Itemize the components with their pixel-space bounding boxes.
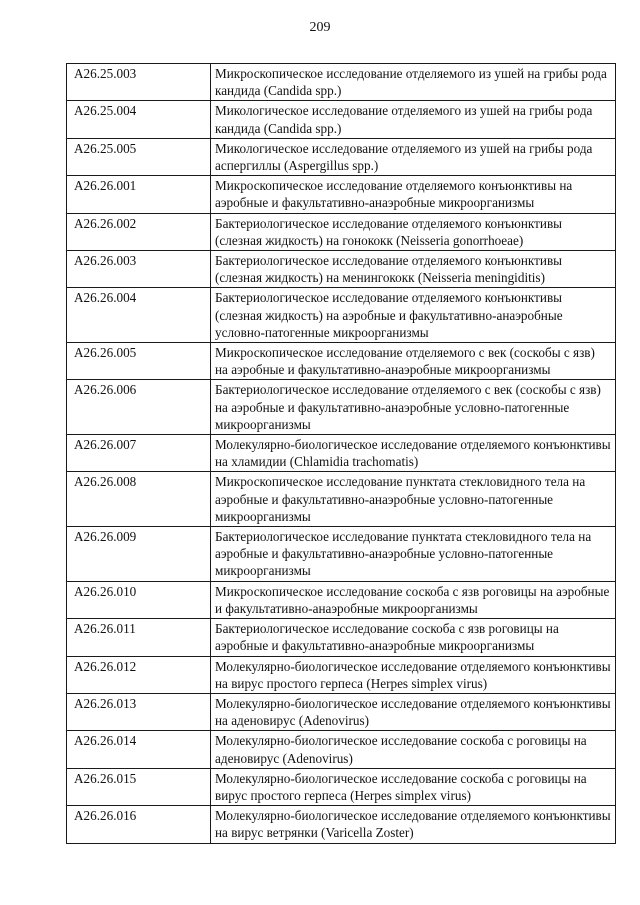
table-row (67, 101, 616, 138)
service-code: A26.26.005 (67, 343, 211, 380)
table-row (67, 806, 616, 843)
service-code: A26.26.002 (67, 213, 211, 250)
table-row (67, 251, 616, 288)
service-code: A26.26.007 (67, 435, 211, 472)
table-row (67, 619, 616, 656)
service-name: Бактериологическое исследование отделяемого конъюнктивы (слезная жидкость) на менингококк (Neisseria meningiditis) (211, 251, 616, 288)
service-name: Микроскопическое исследование пунктата стекловидного тела на аэробные и факультативно-анаэробные условно-патогенные микроорганизмы (211, 472, 616, 527)
service-code: A26.25.005 (67, 138, 211, 175)
service-code: A26.26.012 (67, 656, 211, 693)
table-row (67, 380, 616, 435)
service-name: Микроскопическое исследование отделяемого конъюнктивы на аэробные и факультативно-анаэробные микроорганизмы (211, 176, 616, 213)
service-name: Молекулярно-биологическое исследование соскоба с роговицы на вирус простого герпеса (Herpes simplex virus) (211, 768, 616, 805)
service-code: A26.26.010 (67, 581, 211, 618)
service-name: Молекулярно-биологическое исследование отделяемого конъюнктивы на вирус простого герпеса (Herpes simplex virus) (211, 656, 616, 693)
page-number: 209 (309, 20, 331, 35)
service-name: Молекулярно-биологическое исследование соскоба с роговицы на аденовирус (Adenovirus) (211, 731, 616, 768)
service-code: A26.26.015 (67, 768, 211, 805)
services-table (66, 63, 616, 844)
table-row (67, 343, 616, 380)
service-code: A26.26.003 (67, 251, 211, 288)
table-row (67, 435, 616, 472)
service-name: Микологическое исследование отделяемого из ушей на грибы рода кандида (Candida spp.) (211, 101, 616, 138)
table-row (67, 768, 616, 805)
service-name: Бактериологическое исследование отделяемого с век (соскобы с язв) на аэробные и факультативно-анаэробные условно-патогенные микроорганизмы (211, 380, 616, 435)
service-code: A26.26.006 (67, 380, 211, 435)
service-code: A26.25.003 (67, 64, 211, 101)
service-name: Молекулярно-биологическое исследование отделяемого конъюнктивы на аденовирус (Adenovirus) (211, 693, 616, 730)
table-row (67, 731, 616, 768)
table-row (67, 656, 616, 693)
table-row (67, 176, 616, 213)
service-name: Микроскопическое исследование отделяемого из ушей на грибы рода кандида (Candida spp.) (211, 64, 616, 101)
table-row (67, 288, 616, 343)
service-name: Бактериологическое исследование пунктата стекловидного тела на аэробные и факультативно-анаэробные условно-патогенные микроорганизмы (211, 527, 616, 582)
service-name: Молекулярно-биологическое исследование отделяемого конъюнктивы на хламидии (Chlamidia trachomatis) (211, 435, 616, 472)
service-name: Молекулярно-биологическое исследование отделяемого конъюнктивы на вирус ветрянки (Varicella Zoster) (211, 806, 616, 843)
table-row (67, 581, 616, 618)
table-row (67, 138, 616, 175)
service-name: Бактериологическое исследование отделяемого конъюнктивы (слезная жидкость) на аэробные и факультативно-анаэробные условно-патогенные микроорганизмы (211, 288, 616, 343)
service-code: A26.26.016 (67, 806, 211, 843)
service-code: A26.26.014 (67, 731, 211, 768)
table-row (67, 64, 616, 101)
services-table-body (67, 64, 616, 844)
service-name: Микроскопическое исследование соскоба с язв роговицы на аэробные и факультативно-анаэробные микроорганизмы (211, 581, 616, 618)
service-code: A26.26.009 (67, 527, 211, 582)
service-name: Микологическое исследование отделяемого из ушей на грибы рода аспергиллы (Aspergillus spp.) (211, 138, 616, 175)
service-code: A26.26.004 (67, 288, 211, 343)
service-code: A26.26.008 (67, 472, 211, 527)
service-name: Бактериологическое исследование отделяемого конъюнктивы (слезная жидкость) на гонококк (Neisseria gonorrhoeae) (211, 213, 616, 250)
service-code: A26.26.013 (67, 693, 211, 730)
service-name: Бактериологическое исследование соскоба с язв роговицы на аэробные и факультативно-анаэробные микроорганизмы (211, 619, 616, 656)
table-row (67, 472, 616, 527)
table-row (67, 693, 616, 730)
service-code: A26.25.004 (67, 101, 211, 138)
table-row (67, 527, 616, 582)
service-code: A26.26.011 (67, 619, 211, 656)
table-row (67, 213, 616, 250)
service-code: A26.26.001 (67, 176, 211, 213)
service-name: Микроскопическое исследование отделяемого с век (соскобы с язв) на аэробные и факультативно-анаэробные микроорганизмы (211, 343, 616, 380)
